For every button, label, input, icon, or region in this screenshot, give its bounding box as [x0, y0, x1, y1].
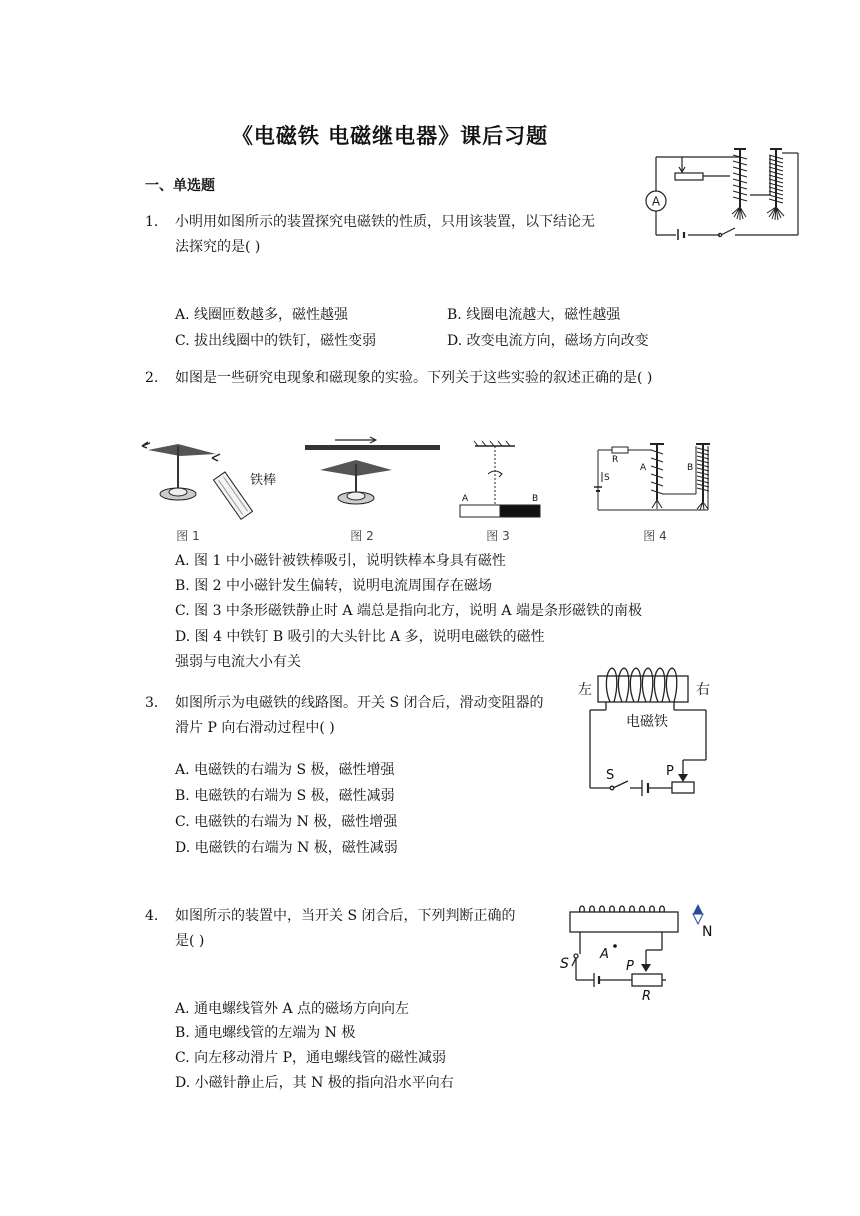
- option-b[interactable]: B. 电磁铁的右端为 S 极，磁性减弱: [175, 788, 395, 804]
- electromagnet-label: 电磁铁: [626, 714, 668, 730]
- needle-n-label: N: [702, 924, 713, 940]
- nail-b-label: B: [687, 463, 694, 473]
- solenoid-circuit-figure: [552, 900, 727, 1005]
- option-d-line: D. 图 4 中铁钉 B 吸引的大头针比 A 多，说明电磁铁的磁性: [175, 629, 545, 645]
- option-d[interactable]: D. 小磁针静止后，其 N 极的指向沿水平向右: [175, 1075, 454, 1091]
- option-d-line: 强弱与电流大小有关: [175, 654, 301, 670]
- pole-a-label: A: [462, 494, 469, 504]
- option-a[interactable]: A. 通电螺线管外 A 点的磁场方向向左: [175, 1001, 410, 1017]
- option-b[interactable]: B. 线圈电流越大，磁性越强: [447, 307, 621, 323]
- question-text: [175, 691, 544, 741]
- point-a-label: A: [600, 947, 609, 962]
- option-b[interactable]: B. 通电螺线管的左端为 N 极: [175, 1025, 356, 1041]
- figure-4-caption: 图 4: [643, 529, 667, 543]
- electromagnet-rheostat-figure: [572, 662, 722, 797]
- option-a[interactable]: A. 图 1 中小磁针被铁棒吸引，说明铁棒本身具有磁性: [175, 553, 506, 569]
- right-label: 右: [696, 682, 710, 698]
- question-text: 如图是一些研究电现象和磁现象的实验。下列关于这些实验的叙述正确的是( ): [175, 370, 653, 386]
- figure-1: [142, 442, 276, 543]
- option-a[interactable]: A. 线圈匝数越多，磁性越强: [175, 307, 349, 323]
- iron-rod-label: 铁棒: [250, 473, 277, 488]
- question-line: 如图所示为电磁铁的线路图。开关 S 闭合后，滑动变阻器的: [175, 695, 544, 711]
- figure-2-caption: 图 2: [350, 529, 374, 543]
- resistor-label: R: [612, 455, 619, 465]
- option-d[interactable]: [175, 625, 545, 675]
- option-d[interactable]: D. 改变电流方向，磁场方向改变: [447, 333, 649, 349]
- nail-a-label: A: [640, 463, 647, 473]
- question-line: 滑片 P 向右滑动过程中( ): [175, 720, 335, 736]
- point-a-dot: [613, 944, 617, 948]
- question-line: 小明用如图所示的装置探究电磁铁的性质，只用该装置，以下结论无: [175, 214, 595, 230]
- experiments-figure: [130, 432, 730, 547]
- switch-label: S: [604, 473, 610, 483]
- switch-label: S: [560, 956, 569, 972]
- slider-label: P: [666, 764, 674, 779]
- left-label: 左: [578, 682, 592, 698]
- option-c[interactable]: C. 向左移动滑片 P，通电螺线管的磁性减弱: [175, 1050, 446, 1066]
- figure-4: [594, 444, 710, 510]
- question-number: 1.: [145, 214, 159, 230]
- section-heading: 一、单选题: [145, 178, 215, 194]
- option-c[interactable]: C. 图 3 中条形磁铁静止时 A 端总是指向北方，说明 A 端是条形磁铁的南极: [175, 603, 642, 619]
- question-number: 3.: [145, 695, 159, 711]
- figure-2: [305, 437, 440, 543]
- switch-label: S: [606, 768, 615, 783]
- rheostat-label: R: [642, 989, 652, 1004]
- electromagnet-circuit-figure: [640, 145, 805, 240]
- page-title: 《电磁铁 电磁继电器》课后习题: [231, 124, 549, 148]
- option-c[interactable]: C. 拔出线圈中的铁钉，磁性变弱: [175, 333, 377, 349]
- figure-1-caption: 图 1: [176, 529, 200, 543]
- figure-3: [460, 441, 540, 543]
- figure-3-caption: 图 3: [486, 529, 510, 543]
- option-d[interactable]: D. 电磁铁的右端为 N 极，磁性减弱: [175, 840, 398, 856]
- ammeter-label: A: [651, 194, 661, 209]
- question-number: 2.: [145, 370, 159, 386]
- pole-b-label: B: [532, 494, 539, 504]
- question-number: 4.: [145, 908, 159, 924]
- option-c[interactable]: C. 电磁铁的右端为 N 极，磁性增强: [175, 814, 398, 830]
- question-text: [175, 210, 595, 260]
- question-line: 如图所示的装置中，当开关 S 闭合后，下列判断正确的: [175, 908, 516, 924]
- option-b[interactable]: B. 图 2 中小磁针发生偏转，说明电流周围存在磁场: [175, 578, 492, 594]
- slider-label: P: [626, 959, 634, 974]
- question-line: 法探究的是( ): [175, 239, 261, 255]
- option-a[interactable]: A. 电磁铁的右端为 S 极，磁性增强: [175, 762, 395, 778]
- question-text: [175, 904, 516, 954]
- question-line: 是( ): [175, 933, 205, 949]
